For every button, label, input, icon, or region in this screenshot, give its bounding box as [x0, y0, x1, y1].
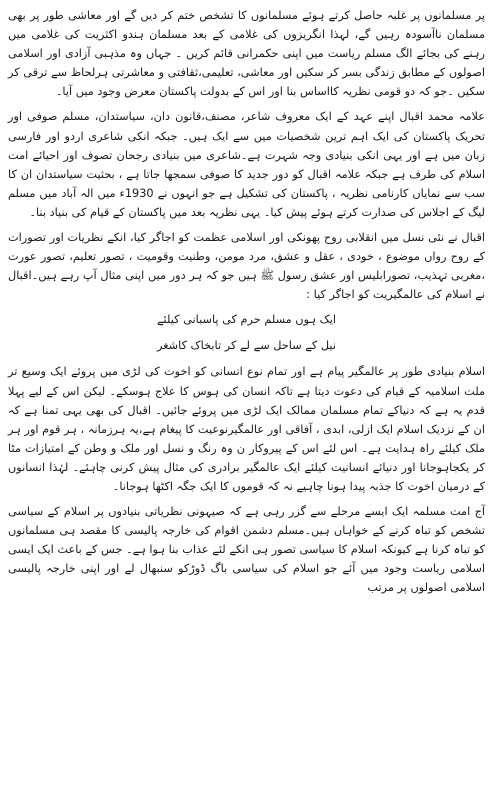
paragraph-iqbal-ideas: اقبال نے نئی نسل میں انقلابی روح پھونکی اور اسلامی عظمت کو اجاگر کیا، انکے نظریات اور تصورات کے روح رواں موضوع ، خودی ، عقل و عشق، مرد مومن، وطنیت وقومیت ، تصور تعلیم، تصور عورت ،مغربی تہذیب، تصورابلیس اور عشق رسول ﷺ ہیں جو کہ ہر دور میں اپنی مثال آپ رہے ہیں۔اقبال نے اسلام کی عالمگیریت کو اجاگر کیا : — [8, 231, 485, 302]
verse-line-1: ایک ہوں مسلم حرم کی پاسبانی کیلئے — [156, 313, 337, 327]
verse-line-2: نیل کے ساحل سے لے کر تابخاک کاشغر — [157, 339, 336, 353]
poetry-verse — [8, 310, 485, 355]
paragraph-ummah-today: آج امت مسلمہ ایک ایسے مرحلے سے گزر رہی ہے کہ صیہونی نظریاتی بنیادوں پر اسلام کے سیاسی تشخص کو تباہ کرنے کے خواہاں ہیں۔مسلم دشمن اقوام کی خارجہ پالیسی کا مقصد ہی مسلمانوں کو تباہ کرنا ہے کیونکہ اسلام کا سیاسی تصور ہی انکے لئے عذاب بنا ہوا ہے۔ جس کے باعث ایک ایسی اسلامی ریاست وجود میں آئے جو اسلام کی سیاسی باگ ڈوڑکو سنبھال لے اور اپنی خارجہ پالیسی اسلامی اصولوں پر مرتب — [8, 505, 485, 595]
paragraph-universal-islam: اسلام بنیادی طور پر عالمگیر پیام ہے اور تمام نوع انسانی کو اخوت کی لڑی میں پروئے ایک وسیع تر ملت اسلامیہ کے قیام کی دعوت دیتا ہے تاکہ انسان کی ہوس کا علاج ہوسکے۔ لیکن اس کے لیے پہلا قدم یہ ہے کہ دنیاکے تمام مسلمان ممالک ایک لڑی میں پروئے جائیں۔ اقبال کی بھی یہی تمنا ہے کہ ان کے نزدیک اسلام ایک ازلی، ابدی ، آفاقی اور عالمگیرنوعیت کا پیغام ہے،یہ ہرزمانہ ، ہر قوم اور ہر ملک کیلئے راہ ہدایت ہے۔ اس لئے اس کے پیروکار ن وہ رنگ و نسل اور ملک و وطن کے امتیازات مٹا کر یکجاہوجانا اور دنیائے انسانیت کیلئے ایک عالمگیر برادری کی مثال پیش کرنی چاہئے۔ لہٰذا انسانوں کے درمیان اخوت کا جذبہ پیدا ہونا چاہیے نہ کہ قوموں کا ایک جگہ اکٹھا ہوجانا۔ — [8, 365, 485, 493]
paragraph-intro: پر مسلمانوں پر غلبہ حاصل کرتے ہوئے مسلمانوں کا تشخص ختم کر دیں گے اور معاشی طور پر بھی مسلمان ناآسودہ رہیں گے، لہذا انگریزوں کی غلامی کے بعد مسلمان ہندو اکثریت کی غلامی میں رہنے کی بجائے الگ مسلم ریاست میں اپنی حکمرانی قائم کریں ۔ جہاں وہ مذہبی آزادی اور اسلامی اصولوں کے مطابق زندگی بسر کر سکیں اور معاشی، تعلیمی،ثقافتی و معاشرتی ہرلحاظ سے ترقی کر سکیں ۔جو کہ دو قومی نظریہ کااساس بنا اور اس کے بدولت پاکستان معرض وجود میں آیا۔ — [8, 9, 485, 99]
paragraph-iqbal-bio: علامہ محمد اقبال اپنے عہد کے ایک معروف شاعر، مصنف،قانون دان، سیاستدان، مسلم صوفی اور تحریک پاکستان کی ایک اہم ترین شخصیات میں سے ایک ہیں۔ جبکہ انکی شاعری اردو اور فارسی زبان میں ہے اور یہی انکی بنیادی وجہ شہرت ہے۔شاعری میں بنیادی رجحان تصوف اور احیائے امت اسلام کی طرف ہے جبکہ علامہ اقبال کو دور جدید کا صوفی سمجھا جاتا ہے ، بحثیت سیاستدان ان کا سب سے نمایاں کارنامی نظریہ ، پاکستان کی تشکیل ہے جو انہوں نے 1930ء میں الہ آباد میں مسلم لیگ کے اجلاس کی صدارت کرتے ہوئے پیش کیا۔ یہی نظریہ بعد میں پاکستان کے قیام کی بنیاد بنا۔ — [8, 110, 485, 219]
